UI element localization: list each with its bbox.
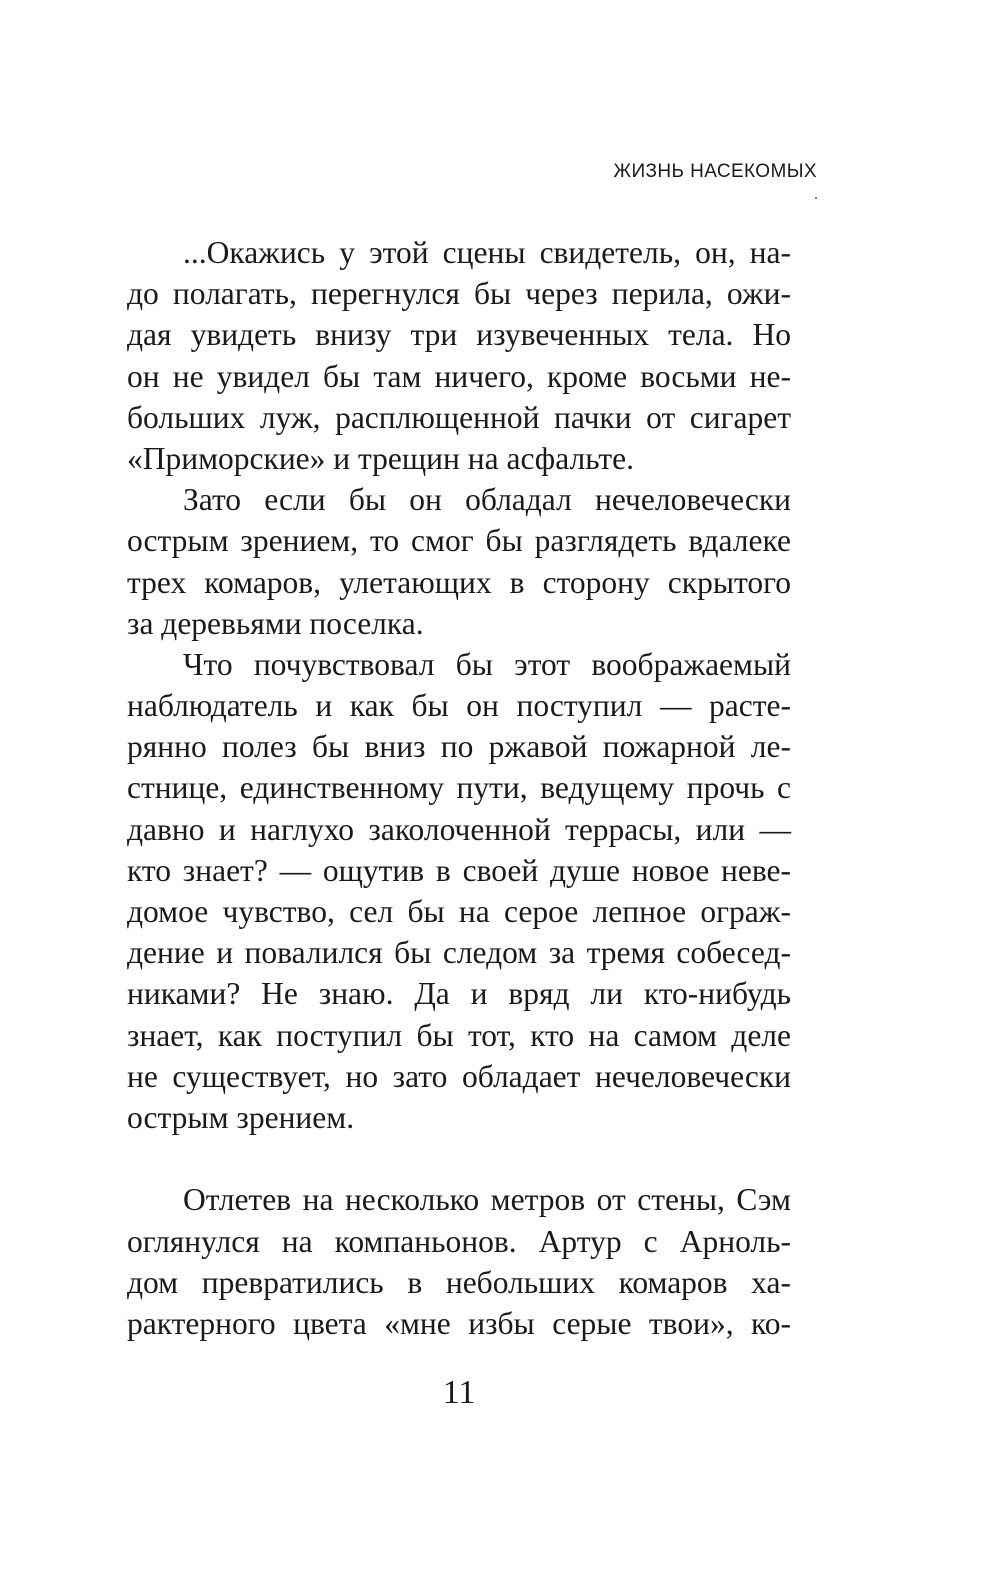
section-break	[127, 1138, 791, 1179]
text-line: знает, как поступил бы тот, кто на самом деле	[127, 1017, 791, 1053]
text-line: больших луж, расплющенной пачки от сигарет	[127, 399, 791, 435]
text-line: рянно полез бы вниз по ржавой пожарной ле-	[127, 729, 791, 765]
text-line: острым зрением, то смог бы разглядеть вдалеке	[127, 523, 791, 559]
text-line: до полагать, перегнулся бы через перила, ожи-	[127, 276, 791, 312]
text-line: Зато если бы он обладал нечеловечески	[183, 482, 791, 518]
text-line: дая увидеть внизу три изувеченных тела. Но	[127, 317, 791, 353]
text-line: «Приморские» и трещин на асфальте.	[127, 440, 634, 476]
text-line: оглянулся на компаньонов. Артур с Арноль-	[127, 1223, 791, 1259]
text-line: трех комаров, улетающих в сторону скрытого	[127, 564, 791, 600]
text-line: никами? Не знаю. Да и вряд ли кто-нибудь	[127, 976, 791, 1012]
text-line: Что почувствовал бы этот воображаемый	[183, 646, 791, 682]
text-line: он не увидел бы там ничего, кроме восьми не-	[127, 358, 791, 394]
text-line: Отлетев на несколько метров от стены, Сэм	[183, 1182, 791, 1218]
text-line: домое чувство, сел бы на серое лепное ограж-	[127, 894, 791, 929]
page-number: 11	[442, 1374, 476, 1411]
body-text	[127, 232, 791, 1344]
text-line: не существует, но зато обладает нечеловечески	[127, 1058, 791, 1094]
print-speck	[815, 197, 817, 199]
text-line: кто знает? — ощутив в своей душе новое неве-	[127, 852, 791, 888]
text-line: дение и повалился бы следом за тремя собесед-	[127, 935, 791, 971]
text-line: острым зрением.	[127, 1099, 355, 1135]
text-line: за деревьями поселка.	[127, 605, 424, 641]
text-line: стнице, единственному пути, ведущему прочь с	[127, 770, 791, 806]
text-line: давно и наглухо заколоченной террасы, или —	[127, 811, 791, 847]
text-line: наблюдатель и как бы он поступил — расте-	[127, 688, 791, 724]
text-line: дом превратились в небольших комаров ха-	[127, 1264, 791, 1300]
text-line: ...Окажись у этой сцены свидетель, он, на-	[183, 235, 791, 270]
text-line: рактерного цвета «мне избы серые твои», ко-	[127, 1305, 791, 1341]
running-head: ЖИЗНЬ НАСЕКОМЫХ	[613, 161, 817, 182]
